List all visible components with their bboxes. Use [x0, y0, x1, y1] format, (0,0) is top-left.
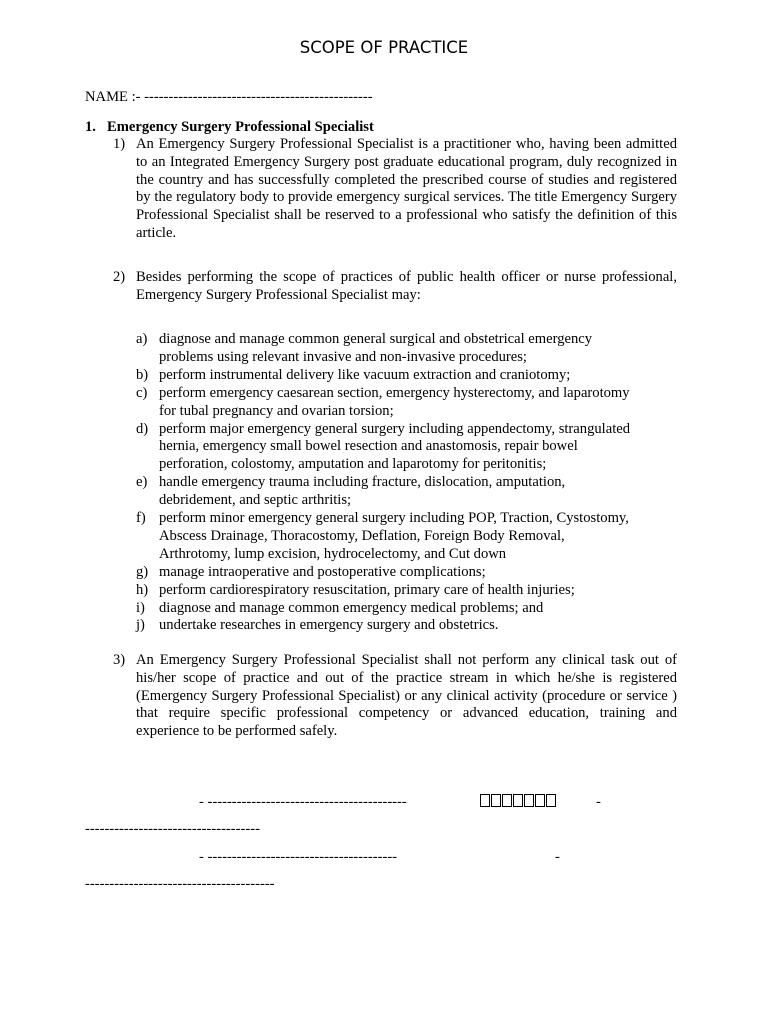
sub-item-text-line: undertake researches in emergency surgery and obstetrics. [159, 617, 499, 634]
sub-item-letter: a) [136, 331, 148, 347]
sub-item-letter: j) [136, 617, 145, 634]
sub-item-letter: c) [136, 384, 148, 401]
sub-item [136, 421, 677, 475]
signature-dash-line-2: ------------------------------------ [85, 821, 260, 837]
sub-item [136, 367, 677, 385]
sub-item-text-line: perforation, colostomy, amputation and laparotomy for peritonitis; [159, 456, 547, 473]
item-1-number: 1) [113, 136, 126, 152]
sub-item-letter: d) [136, 420, 149, 437]
sub-item [136, 617, 677, 635]
sub-item-text-line: for tubal pregnancy and ovarian torsion; [159, 402, 394, 419]
sub-item-text-line: Abscess Drainage, Thoracostomy, Deflation, Foreign Body Removal, [159, 527, 565, 544]
signature-dash-right-1: - [596, 794, 601, 810]
signature-dash-line-3: - --------------------------------------- [199, 849, 398, 865]
signature-dash-right-3: - [555, 849, 560, 865]
document-title: SCOPE OF PRACTICE [299, 38, 469, 57]
item-2-number: 2) [113, 269, 126, 285]
item-3-number: 3) [113, 652, 126, 668]
item-3-text: An Emergency Surgery Professional Specialist shall not perform any clinical task out of his/her scope of practice and out of the practice stream in which he/she is registered (Emergency Surgery Professional Specialist) or any clinical activity (procedure or service ) that require specific professional competency or advanced education, training and experience to be performed safely. [136, 652, 677, 740]
sub-item-text-line: perform major emergency general surgery including appendectomy, strangulated [159, 420, 631, 437]
item-2-text: Besides performing the scope of practices of public health officer or nurse professional, Emergency Surgery Professional Specialist may: [136, 269, 677, 303]
sub-item-letter: b) [136, 366, 149, 383]
section-heading: Emergency Surgery Professional Specialist [107, 119, 374, 135]
sub-item-text-line: diagnose and manage common general surgical and obstetrical emergency [159, 331, 593, 347]
sub-item-text-line: perform cardiorespiratory resuscitation, primary care of health injuries; [159, 581, 575, 598]
missing-glyph-placeholder [480, 794, 557, 811]
sub-item-letter: h) [136, 581, 149, 598]
sub-item [136, 474, 677, 510]
sub-item-text-line: manage intraoperative and postoperative complications; [159, 563, 486, 580]
sub-item [136, 510, 677, 564]
sub-item-letter: i) [136, 599, 145, 616]
item-1-text: An Emergency Surgery Professional Specialist is a practitioner who, having been admitted to an Integrated Emergency Surgery post graduate educational program, duly recognized in the country and has successfully completed the prescribed course of studies and registered by the regulatory body to provide emergency surgical services. The title Emergency Surgery Professional Specialist shall be reserved to a professional who satisfy the definition of this article. [136, 136, 677, 241]
sub-item-text-line: handle emergency trauma including fracture, dislocation, amputation, [159, 474, 566, 491]
sub-item [136, 564, 677, 582]
section-number: 1. [85, 119, 96, 135]
sub-item-letter: g) [136, 563, 149, 580]
sub-item [136, 582, 677, 600]
sub-item-letter: f) [136, 510, 146, 526]
sub-item-text-line: problems using relevant invasive and non-invasive procedures; [159, 348, 527, 365]
sub-item-text-line: perform minor emergency general surgery including POP, Traction, Cystostomy, [159, 510, 629, 526]
sub-item-text-line: perform emergency caesarean section, emergency hysterectomy, and laparotomy [159, 384, 630, 401]
name-line: NAME :- ----------------------------------------------- [85, 89, 373, 105]
signature-dash-line-4: --------------------------------------- [85, 876, 275, 892]
sub-item-text-line: perform instrumental delivery like vacuum extraction and craniotomy; [159, 366, 571, 383]
signature-dash-line-1: - ----------------------------------------- [199, 794, 407, 810]
sub-item [136, 385, 677, 421]
sub-item [136, 331, 677, 367]
sub-item-text-line: Arthrotomy, lump excision, hydrocelectomy, and Cut down [159, 545, 507, 562]
sub-item-text-line: debridement, and septic arthritis; [159, 492, 352, 509]
sub-item [136, 600, 677, 618]
sub-item-text-line: diagnose and manage common emergency medical problems; and [159, 599, 544, 616]
sub-item-letter: e) [136, 474, 148, 491]
sub-item-text-line: hernia, emergency small bowel resection and anastomosis, repair bowel [159, 438, 578, 455]
